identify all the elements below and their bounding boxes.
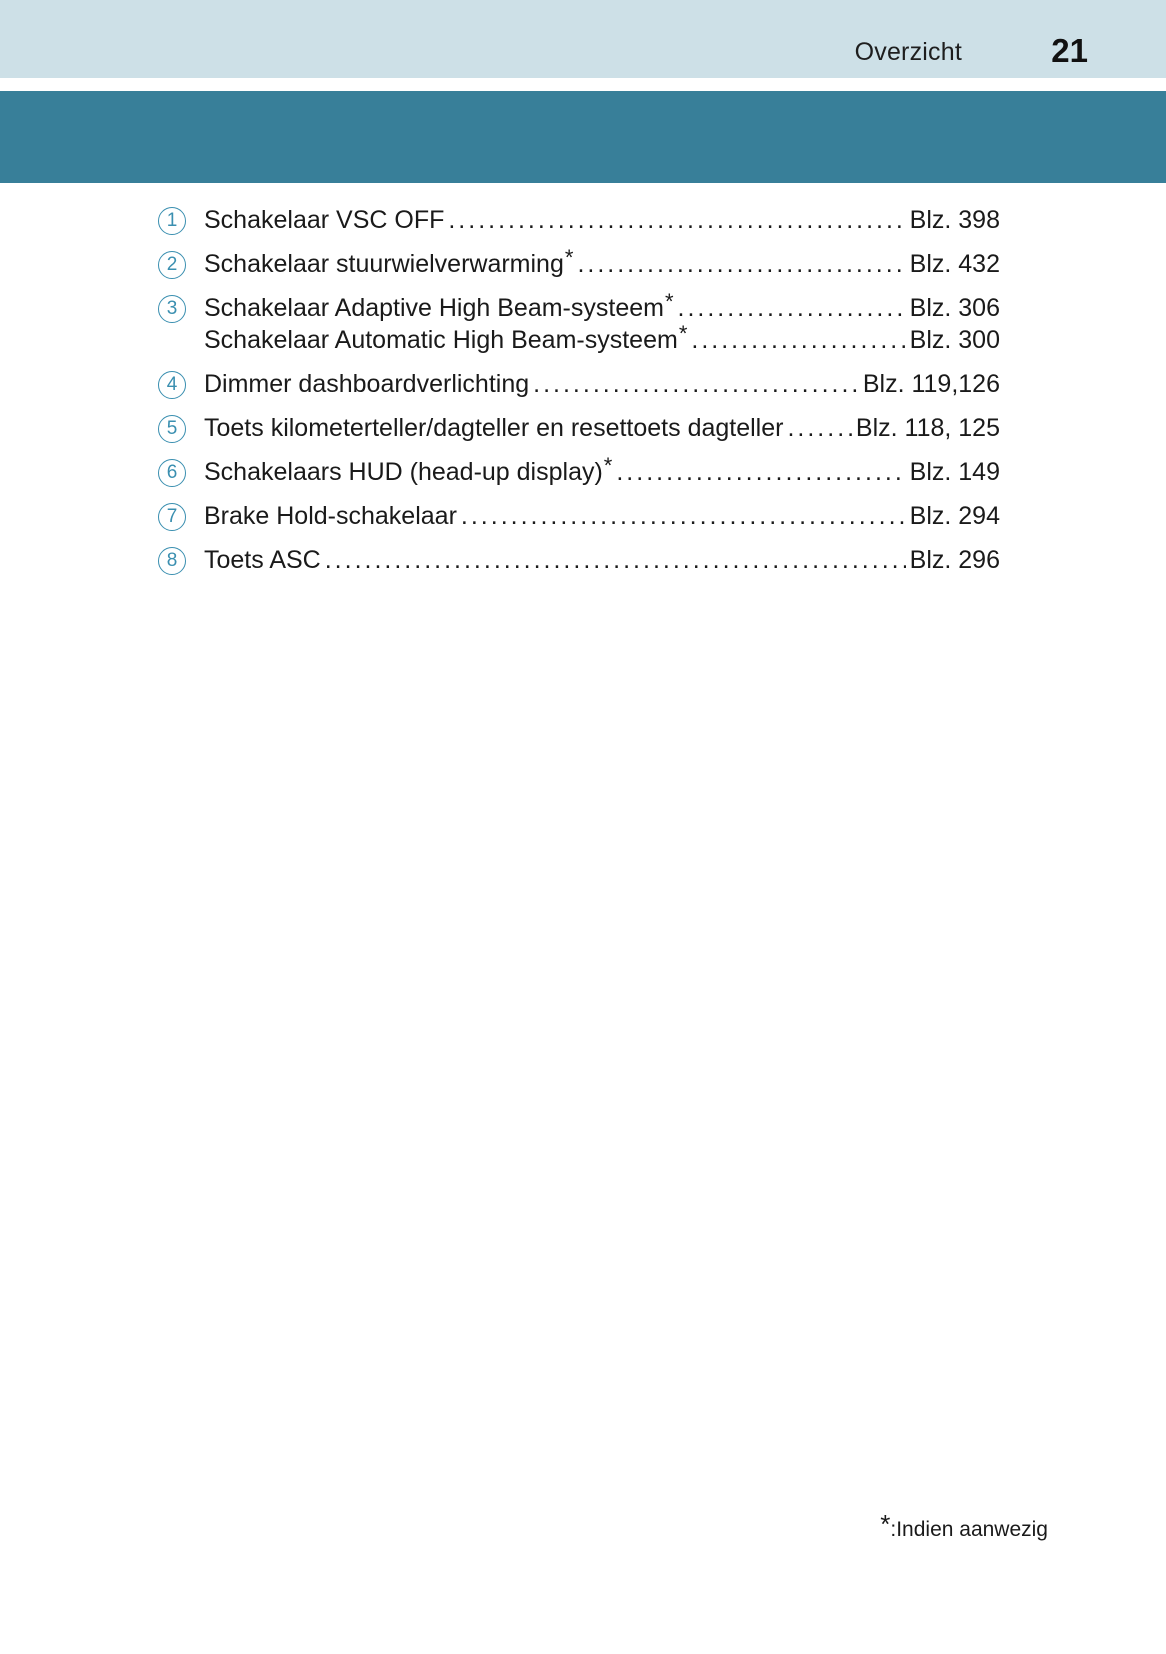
- item-label-text: Toets kilometerteller/dagteller en resettoets dagteller: [204, 414, 784, 442]
- item-lines: [204, 544, 1000, 576]
- item-label: [204, 412, 783, 444]
- item-label-text: Schakelaar stuurwielverwarming: [204, 250, 564, 278]
- item-lines: [204, 500, 1000, 532]
- item-label-text: Schakelaars HUD (head-up display): [204, 458, 603, 486]
- footnote: [880, 1509, 1048, 1543]
- item-label-text: Schakelaar Adaptive High Beam-systeem: [204, 294, 664, 322]
- item-lines: [204, 245, 1000, 280]
- footnote-star: *: [880, 1509, 891, 1539]
- item-label: [204, 544, 321, 576]
- item-line: [204, 412, 1000, 444]
- item-label: [204, 321, 688, 356]
- item-label-text: Schakelaar Automatic High Beam-systeem: [204, 326, 678, 354]
- dot-leader: [577, 248, 905, 280]
- page-reference: Blz. 432: [909, 250, 1000, 278]
- item-number-badge: 7: [158, 503, 186, 531]
- optional-marker: *: [603, 453, 613, 478]
- item-label-text: Toets ASC: [204, 546, 321, 574]
- list-item: [158, 453, 1000, 488]
- item-label: [204, 289, 674, 324]
- item-number-badge: 1: [158, 207, 186, 235]
- page-reference: Blz. 300: [909, 326, 1000, 354]
- item-number-badge: 8: [158, 547, 186, 575]
- dot-leader: [691, 324, 905, 356]
- item-label: [204, 368, 529, 400]
- item-label: [204, 500, 457, 532]
- section-title: Overzicht: [854, 38, 962, 66]
- dot-leader: [678, 292, 906, 324]
- list-item: [158, 245, 1000, 280]
- dot-leader: [787, 412, 851, 444]
- item-label-text: Brake Hold-schakelaar: [204, 502, 457, 530]
- item-line: [204, 321, 1000, 356]
- list-item: [158, 500, 1000, 532]
- item-label: [204, 204, 444, 236]
- list-item: [158, 368, 1000, 400]
- page-reference: Blz. 398: [909, 206, 1000, 234]
- page-reference: Blz. 118, 125: [855, 414, 1000, 442]
- page-reference: Blz. 119,126: [862, 370, 1000, 398]
- item-line: [204, 204, 1000, 236]
- item-number-badge: 3: [158, 295, 186, 323]
- page-reference: Blz. 296: [909, 546, 1000, 574]
- page-number: 21: [1051, 32, 1088, 69]
- list-item: [158, 204, 1000, 236]
- list-item: [158, 544, 1000, 576]
- dot-leader: [616, 456, 905, 488]
- item-lines: [204, 453, 1000, 488]
- item-line: [204, 245, 1000, 280]
- item-lines: [204, 368, 1000, 400]
- page-reference: Blz. 306: [909, 294, 1000, 322]
- dot-leader: [325, 544, 906, 576]
- item-number-badge: 6: [158, 459, 186, 487]
- item-line: [204, 289, 1000, 324]
- item-label-text: Schakelaar VSC OFF: [204, 206, 445, 234]
- item-label: [204, 453, 613, 488]
- dot-leader: [461, 500, 906, 532]
- dot-leader: [448, 204, 905, 236]
- list-item: [158, 412, 1000, 444]
- overview-list: [158, 204, 1000, 588]
- item-line: [204, 544, 1000, 576]
- item-lines: [204, 412, 1000, 444]
- page-reference: Blz. 294: [909, 502, 1000, 530]
- footnote-text: :Indien aanwezig: [890, 1518, 1048, 1541]
- item-number-badge: 2: [158, 251, 186, 279]
- dot-leader: [533, 368, 859, 400]
- item-line: [204, 368, 1000, 400]
- optional-marker: *: [664, 289, 674, 314]
- item-line: [204, 453, 1000, 488]
- item-number-badge: 5: [158, 415, 186, 443]
- optional-marker: *: [678, 321, 688, 346]
- item-label: [204, 245, 574, 280]
- item-lines: [204, 204, 1000, 236]
- optional-marker: *: [564, 245, 574, 270]
- list-item: [158, 289, 1000, 356]
- page-reference: Blz. 149: [909, 458, 1000, 486]
- item-lines: [204, 289, 1000, 356]
- page-header: [0, 0, 1166, 78]
- header-band: [0, 91, 1166, 183]
- item-label-text: Dimmer dashboardverlichting: [204, 370, 530, 398]
- item-number-badge: 4: [158, 371, 186, 399]
- item-line: [204, 500, 1000, 532]
